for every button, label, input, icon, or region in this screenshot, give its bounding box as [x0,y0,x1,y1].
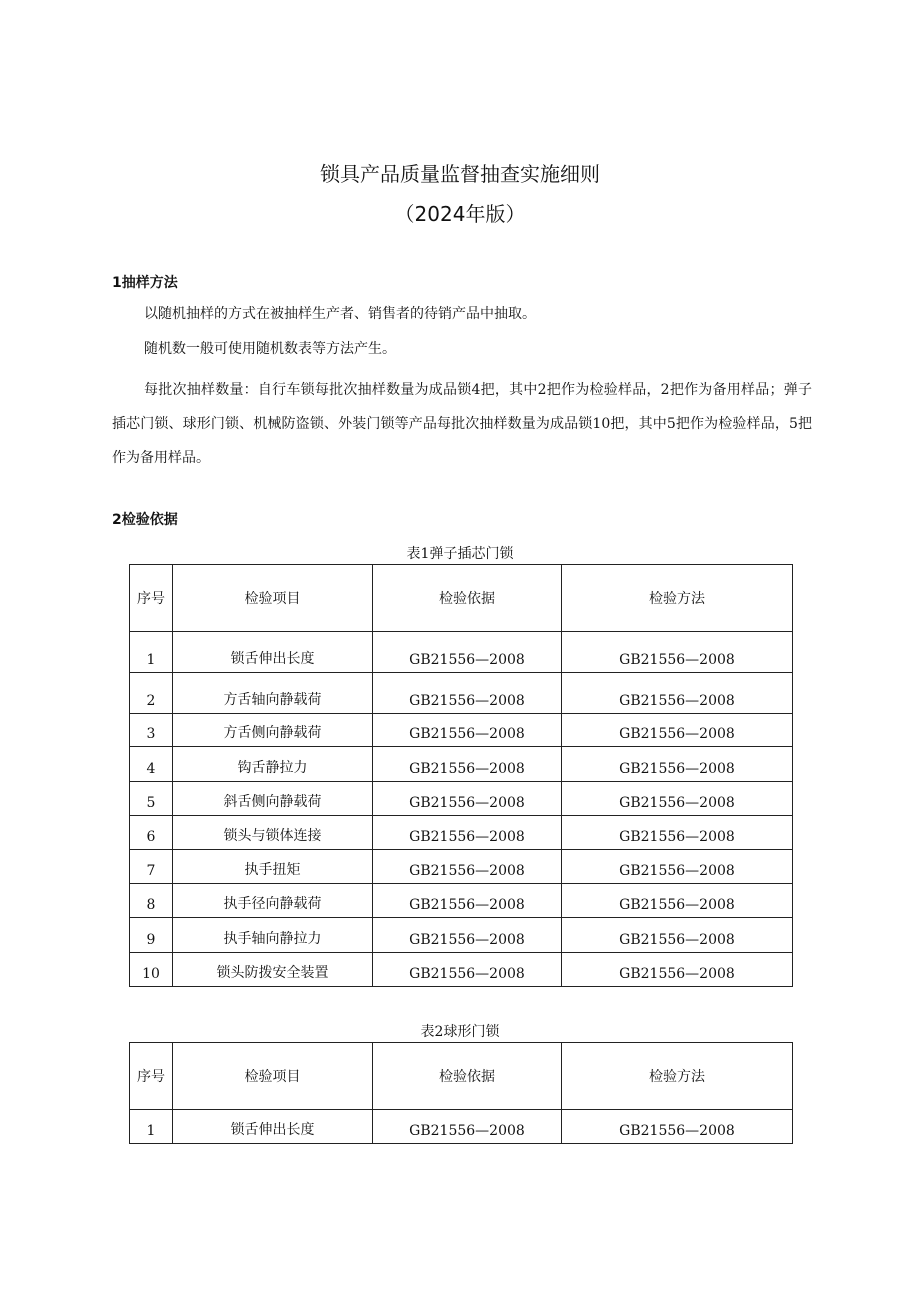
column-header: 检验依据 [373,1043,562,1110]
table-row [130,632,793,673]
table-caption: 表2球形门锁 [420,1024,500,1040]
table-cell: 2 [130,673,173,714]
table-cell: GB21556—2008 [562,632,793,673]
table-cell: 3 [130,714,173,747]
table-cell: GB21556—2008 [373,782,562,816]
paragraph: 每批次抽样数量：自行车锁每批次抽样数量为成品锁4把，其中2把作为检验样品，2把作为备用样品；弹子插芯门锁、球形门锁、机械防盗锁、外装门锁等产品每批次抽样数量为成品锁10把，其中5把作为检验样品，5把作为备用样品。 [112,382,812,466]
table-cell: GB21556—2008 [373,816,562,850]
table-cell: 1 [130,1110,173,1144]
table-caption: 表1弹子插芯门锁 [406,546,514,562]
inspection-table-2 [129,1042,793,1144]
table-cell: 10 [130,953,173,987]
table-cell: 锁头防拨安全装置 [173,953,373,987]
table-cell: GB21556—2008 [562,850,793,884]
section-heading-basis: 2检验依据 [112,512,178,528]
table-row [130,673,793,714]
table-cell: GB21556—2008 [373,673,562,714]
table-cell: 5 [130,782,173,816]
table-row [130,918,793,953]
document-subtitle: （2024年版） [394,202,526,226]
paragraph: 以随机抽样的方式在被抽样生产者、销售者的待销产品中抽取。 [144,306,536,322]
table-cell: 方舌侧向静载荷 [173,714,373,747]
table-row [130,1110,793,1144]
table-row [130,782,793,816]
table-cell: GB21556—2008 [562,884,793,918]
table-cell: 4 [130,747,173,782]
table-cell: 锁头与锁体连接 [173,816,373,850]
section-heading-sampling: 1抽样方法 [112,275,178,291]
column-header: 检验方法 [562,1043,793,1110]
table-cell: 方舌轴向静载荷 [173,673,373,714]
column-header: 检验项目 [173,1043,373,1110]
table-cell: GB21556—2008 [373,1110,562,1144]
table-cell: GB21556—2008 [373,714,562,747]
table-cell: GB21556—2008 [373,884,562,918]
table-cell: 执手轴向静拉力 [173,918,373,953]
paragraph: 随机数一般可使用随机数表等方法产生。 [144,341,396,357]
table-cell: 斜舌侧向静载荷 [173,782,373,816]
table-row [130,816,793,850]
table-cell: GB21556—2008 [562,953,793,987]
table-cell: 锁舌伸出长度 [173,1110,373,1144]
table-row [130,953,793,987]
inspection-table-1 [129,564,793,987]
column-header: 检验项目 [173,565,373,632]
table-cell: GB21556—2008 [562,673,793,714]
table-cell: 执手扭矩 [173,850,373,884]
table-cell: GB21556—2008 [373,953,562,987]
table-cell: GB21556—2008 [562,714,793,747]
table-cell: 锁舌伸出长度 [173,632,373,673]
table-cell: GB21556—2008 [373,747,562,782]
table-cell: GB21556—2008 [373,850,562,884]
table-cell: GB21556—2008 [562,918,793,953]
table-cell: 钩舌静拉力 [173,747,373,782]
table-cell: GB21556—2008 [562,747,793,782]
table-cell: 8 [130,884,173,918]
column-header: 检验依据 [373,565,562,632]
table-cell: 7 [130,850,173,884]
table-header-row [130,565,793,632]
column-header: 序号 [130,565,173,632]
table-row [130,747,793,782]
table-cell: 1 [130,632,173,673]
table-row [130,850,793,884]
column-header: 序号 [130,1043,173,1110]
table-cell: 9 [130,918,173,953]
table-cell: GB21556—2008 [562,1110,793,1144]
table-cell: GB21556—2008 [373,918,562,953]
table-cell: 6 [130,816,173,850]
table-cell: GB21556—2008 [373,632,562,673]
table-cell: GB21556—2008 [562,782,793,816]
table-row [130,714,793,747]
table-cell: 执手径向静载荷 [173,884,373,918]
document-title: 锁具产品质量监督抽查实施细则 [320,162,600,186]
column-header: 检验方法 [562,565,793,632]
table-cell: GB21556—2008 [562,816,793,850]
table-row [130,884,793,918]
table-header-row [130,1043,793,1110]
